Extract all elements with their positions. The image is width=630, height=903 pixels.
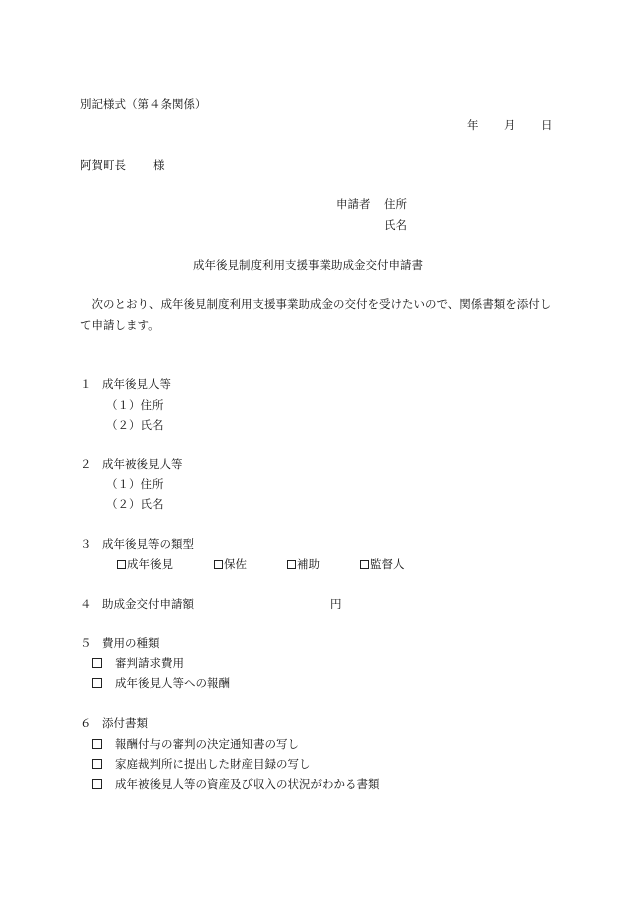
section-4-title: 助成金交付申請額: [102, 597, 194, 611]
section-5-title: 費用の種類: [102, 636, 160, 650]
expense-option-label: 審判請求費用: [115, 656, 184, 670]
section-4-number: ４: [80, 597, 92, 611]
checkbox-icon[interactable]: [117, 560, 126, 569]
form-label: 別記様式（第４条関係）: [80, 97, 207, 111]
date-day-label: 日: [541, 118, 553, 132]
attachment-option-assets[interactable]: [92, 778, 380, 792]
amount-unit: 円: [330, 597, 342, 611]
type-option-label: 補助: [297, 557, 320, 571]
checkbox-icon[interactable]: [360, 560, 369, 569]
checkbox-icon[interactable]: [287, 560, 296, 569]
addressee-name: 阿賀町長: [80, 158, 126, 172]
expense-option-label: 成年後見人等への報酬: [115, 676, 230, 690]
type-option-assistance[interactable]: [287, 558, 320, 572]
section-2-title: 成年被後見人等: [102, 457, 183, 471]
section-1-name: （２）氏名: [106, 418, 164, 432]
checkbox-icon[interactable]: [92, 658, 102, 668]
body-paragraph: 次のとおり、成年後見制度利用支援事業助成金の交付を受けたいので、関係書類を添付して申請します。: [80, 297, 552, 332]
date-month-label: 月: [504, 118, 516, 132]
applicant-name-label: 氏名: [384, 218, 407, 232]
type-option-label: 保佐: [224, 557, 247, 571]
checkbox-icon[interactable]: [92, 779, 102, 789]
attachment-option-label: 報酬付与の審判の決定通知書の写し: [115, 737, 299, 751]
section-6-number: ６: [80, 716, 92, 730]
expense-option-remuneration[interactable]: [92, 677, 230, 691]
section-2-number: ２: [80, 457, 92, 471]
applicant-address-label: 住所: [384, 197, 407, 211]
section-6-title: 添付書類: [102, 716, 148, 730]
type-option-curatorship[interactable]: [214, 558, 247, 572]
type-option-label: 成年後見: [127, 557, 173, 571]
applicant-label: 申請者: [336, 197, 371, 211]
attachment-option-label: 成年被後見人等の資産及び収入の状況がわかる書類: [115, 777, 380, 791]
attachment-option-notice[interactable]: [92, 738, 299, 752]
checkbox-icon[interactable]: [92, 678, 102, 688]
type-option-supervisor[interactable]: [360, 558, 405, 572]
document-title: 成年後見制度利用支援事業助成金交付申請書: [193, 258, 423, 272]
type-option-label: 監督人: [370, 557, 405, 571]
checkbox-icon[interactable]: [214, 560, 223, 569]
checkbox-icon[interactable]: [92, 739, 102, 749]
section-2-address: （１）住所: [106, 477, 164, 491]
section-3-title: 成年後見等の類型: [102, 537, 194, 551]
type-option-guardianship[interactable]: [117, 558, 173, 572]
section-1-number: １: [80, 377, 92, 391]
addressee-honorific: 様: [153, 158, 165, 172]
section-1-title: 成年後見人等: [102, 377, 171, 391]
section-3-number: ３: [80, 537, 92, 551]
section-2-name: （２）氏名: [106, 497, 164, 511]
section-5-number: ５: [80, 636, 92, 650]
date-year-label: 年: [467, 118, 479, 132]
checkbox-icon[interactable]: [92, 759, 102, 769]
attachment-option-label: 家庭裁判所に提出した財産目録の写し: [115, 757, 311, 771]
section-1-address: （１）住所: [106, 398, 164, 412]
expense-option-petition[interactable]: [92, 657, 184, 671]
attachment-option-inventory[interactable]: [92, 758, 311, 772]
